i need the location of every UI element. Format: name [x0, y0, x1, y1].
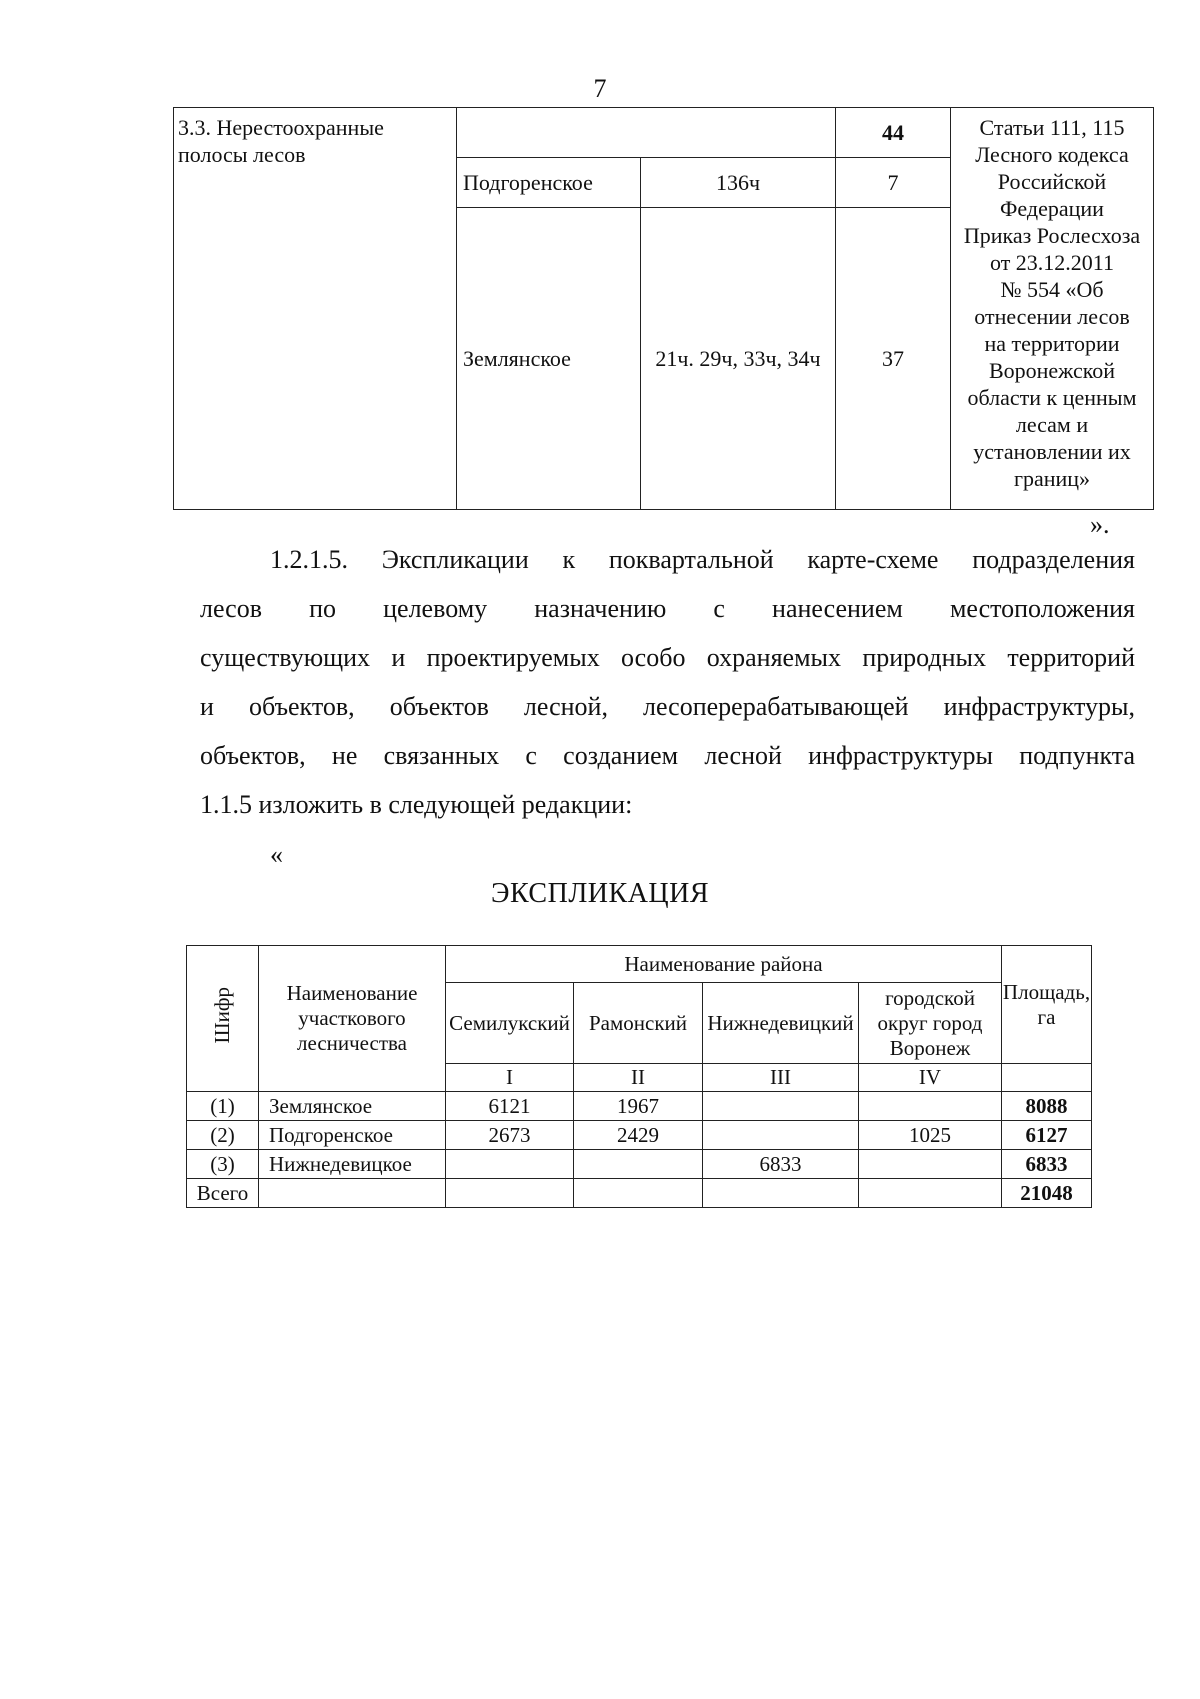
- row-value: [703, 1121, 859, 1150]
- row-area: 6833: [1002, 1150, 1092, 1179]
- basis-line: отнесении лесов: [974, 304, 1130, 329]
- row-value: [574, 1150, 703, 1179]
- basis-line: Российской: [997, 169, 1107, 194]
- forest-category-table: [173, 107, 1154, 510]
- opening-quote: «: [270, 840, 283, 869]
- empty-cell: [859, 1179, 1002, 1208]
- basis-line: лесам и: [1015, 412, 1089, 437]
- row-area: 8088: [1002, 1092, 1092, 1121]
- basis-line: Федерации: [1000, 196, 1104, 221]
- paragraph-line: и объектов, объектов лесной, лесоперерабатывающей инфраструктуры,: [200, 692, 1135, 721]
- quarters: 136ч: [641, 158, 836, 208]
- paragraph-line: 1.1.5 изложить в следующей редакции:: [200, 790, 633, 819]
- section-heading: ЭКСПЛИКАЦИЯ: [490, 878, 710, 909]
- row-code: (1): [187, 1092, 259, 1121]
- row-value: 1967: [574, 1092, 703, 1121]
- empty-cell: [703, 1179, 859, 1208]
- district-code: III: [703, 1064, 859, 1092]
- district-header: Рамонский: [574, 983, 703, 1064]
- district-code: IV: [859, 1064, 1002, 1092]
- district-header: Нижнедевицкий: [703, 983, 859, 1064]
- category-cell: 3.3. Нерестоохранные полосы лесов: [174, 108, 457, 510]
- forestry-header: Наименование участкового лесничества: [259, 946, 446, 1092]
- explication-table: [186, 945, 1092, 1208]
- table-row: [187, 1150, 1092, 1179]
- area: 7: [836, 158, 951, 208]
- row-value: [446, 1150, 574, 1179]
- row-area: 6127: [1002, 1121, 1092, 1150]
- row-name: Нижнедевицкое: [259, 1150, 446, 1179]
- row-value: 2429: [574, 1121, 703, 1150]
- legal-basis-cell: [951, 108, 1154, 510]
- area: 37: [836, 208, 951, 510]
- area-header: Площадь, га: [1002, 946, 1092, 1064]
- paragraph-line: лесов по целевому назначению с нанесением местоположения: [200, 594, 1135, 623]
- paragraph-line: существующих и проектируемых особо охраняемых природных территорий: [200, 643, 1135, 672]
- row-code: (2): [187, 1121, 259, 1150]
- paragraph-line: объектов, не связанных с созданием лесной инфраструктуры подпункта: [200, 741, 1135, 770]
- basis-line: на территории: [984, 331, 1120, 356]
- empty-cell: [259, 1179, 446, 1208]
- row-name: Землянское: [259, 1092, 446, 1121]
- basis-line: установлении их: [973, 439, 1131, 464]
- empty-cell: [1002, 1064, 1092, 1092]
- row-value: [859, 1092, 1002, 1121]
- row-value: [703, 1092, 859, 1121]
- paragraph-line: 1.2.1.5. Экспликации к поквартальной карте-схеме подразделения: [270, 545, 1135, 574]
- row-value: 2673: [446, 1121, 574, 1150]
- row-value: 6121: [446, 1092, 574, 1121]
- row-value: 1025: [859, 1121, 1002, 1150]
- basis-line: Лесного кодекса: [975, 142, 1129, 167]
- table-row: [187, 1092, 1092, 1121]
- district-header: Семилукский: [446, 983, 574, 1064]
- basis-line: № 554 «Об: [1000, 277, 1104, 302]
- basis-line: Воронежской: [988, 358, 1116, 383]
- district-header: городской округ город Воронеж: [859, 983, 1002, 1064]
- row-name: Подгоренское: [259, 1121, 446, 1150]
- table-row: [187, 1121, 1092, 1150]
- district-code: I: [446, 1064, 574, 1092]
- basis-line: границ»: [1013, 466, 1091, 491]
- quarters: 21ч. 29ч, 33ч, 34ч: [641, 208, 836, 510]
- page-number: 7: [593, 74, 607, 103]
- category-total-area: 44: [836, 108, 951, 158]
- empty-cell: [457, 108, 836, 158]
- row-value: 6833: [703, 1150, 859, 1179]
- empty-cell: [446, 1179, 574, 1208]
- empty-cell: [574, 1179, 703, 1208]
- row-value: [859, 1150, 1002, 1179]
- row-code: (3): [187, 1150, 259, 1179]
- total-row: [187, 1179, 1092, 1208]
- forestry-name: Землянское: [457, 208, 641, 510]
- basis-line: Приказ Рослесхоза: [963, 223, 1141, 248]
- forestry-name: Подгоренское: [457, 158, 641, 208]
- closing-quote: ».: [1090, 510, 1110, 539]
- district-group-header: Наименование района: [446, 946, 1002, 983]
- district-code: II: [574, 1064, 703, 1092]
- basis-line: области к ценным: [967, 385, 1137, 410]
- total-area: 21048: [1002, 1179, 1092, 1208]
- code-header: Шифр: [187, 946, 259, 1092]
- basis-line: Статьи 111, 115: [979, 115, 1125, 140]
- basis-line: от 23.12.2011: [989, 250, 1114, 275]
- amendment-paragraph: [200, 535, 1135, 829]
- total-label: Всего: [187, 1179, 259, 1208]
